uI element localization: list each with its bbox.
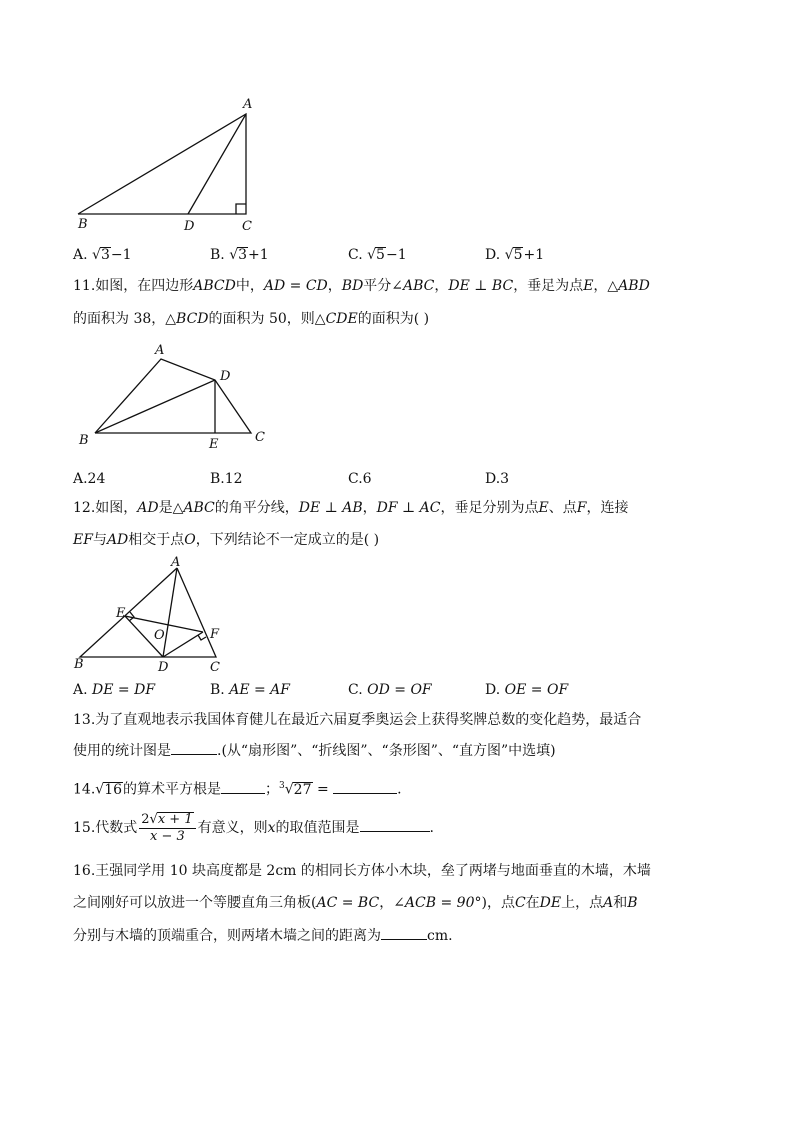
q16-line-1: 16.王强同学用 10 块高度都是 2cm 的相同长方体小木块，垒了两堵与地面垂直的木墙，木墙 [73,863,651,879]
label-c: C [255,430,265,445]
label-d: D [220,369,231,384]
q15-line: 15.代数式 $\frac{2√x + 1}{x - 3}$ 有意义，则x的取值范围是 . [73,811,434,844]
label-b: B [74,657,84,672]
label-b: B [79,433,89,448]
q16-line-2: 之间刚好可以放进一个等腰直角三角板(AC = BC，∠ACB = 90°)，点C在DE上，点A和B [73,895,638,911]
label-f: F [210,627,220,642]
q16-line-3: 分别与木墙的顶端重合，则两堵木墙之间的距离为 cm. [73,928,453,944]
q15-fraction: $\frac{2√x + 1}{x - 3}$ [139,812,195,845]
q11-option-a: A.24 [73,471,106,487]
triangle-outline [78,114,246,214]
q14-blank-2[interactable] [333,781,397,794]
q14-line: 14.√16的算术平方根是 ；$^3$√27 = . [73,781,402,798]
segment-df [163,632,203,657]
label-a: A [171,556,181,570]
right-angle-mark-f [198,635,206,640]
figure-triangle-bisector [70,556,240,676]
q11-line-2: 的面积为 38，△BCD的面积为 50，则△CDE的面积为( ) [73,311,430,327]
label-e: E [209,437,219,452]
q14-blank-1[interactable] [221,781,265,794]
label-o: O [154,628,165,643]
segment-bd [95,380,215,433]
q10-option-c: C. √5−1 [348,247,407,263]
label-a: A [243,97,253,112]
q15-answer-blank[interactable] [360,819,430,832]
triangle-outline [80,568,216,657]
label-c: C [210,660,220,675]
segment-ad [163,568,177,657]
q13-answer-blank[interactable] [171,742,217,755]
q12-line-1: 12.如图，AD是△ABC的角平分线，DE ⊥ AB，DF ⊥ AC，垂足分别为点E、点F，连接 [73,500,629,516]
label-d: D [184,219,195,234]
figure-quadrilateral-abcd [75,340,275,455]
label-c: C [242,219,252,234]
q12-line-2: EF与AD相交于点O，下列结论不一定成立的是( ) [73,532,380,548]
q12-option-c: C. OD = OF [348,682,432,698]
q11-option-c: C.6 [348,471,372,487]
q13-line-2: 使用的统计图是 .(从“扇形图”、“折线图”、“条形图”、“直方图”中选填) [73,743,556,759]
right-angle-mark [236,204,246,214]
q12-option-b: B. AE = AF [210,682,290,698]
q16-answer-blank[interactable] [381,927,427,940]
q12-option-a: A. DE = DF [73,682,156,698]
q13-line-1: 13.为了直观地表示我国体育健儿在最近六届夏季奥运会上获得奖牌总数的变化趋势，最适合 [73,712,642,728]
label-e: E [116,606,126,621]
segment-ad [188,114,246,214]
q11-option-b: B.12 [210,471,243,487]
label-a: A [155,343,165,358]
q10-option-a: A. √3−1 [73,247,132,263]
label-b: B [78,217,88,232]
figure-triangle-abd [70,95,270,235]
label-d: D [158,660,169,675]
q11-option-d: D.3 [485,471,510,487]
q10-option-b: B. √3+1 [210,247,269,263]
q10-option-d: D. √5+1 [485,247,545,263]
q11-line-1: 11.如图，在四边形ABCD中，AD = CD，BD平分∠ABC，DE ⊥ BC，垂足为点E，△ABD [73,278,650,294]
q12-option-d: D. OE = OF [485,682,569,698]
